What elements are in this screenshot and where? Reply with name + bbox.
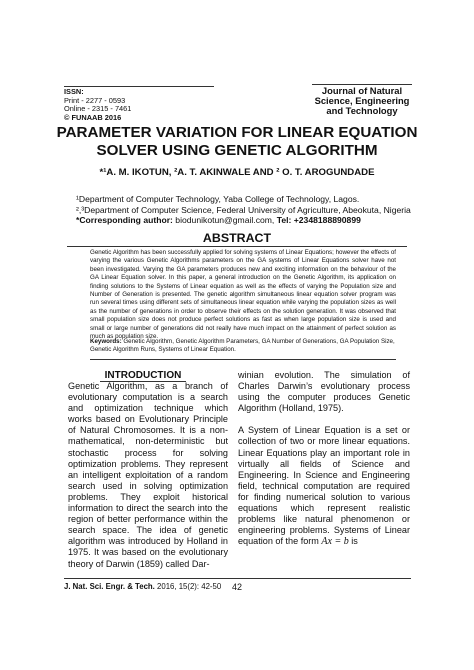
page-number: 42 [232,582,243,592]
copyright: © FUNAAB 2016 [64,112,122,122]
affiliation-1: ¹Department of Computer Technology, Yaba College of Technology, Lagos. [76,194,360,204]
right-column-paragraph-1: winian evolution. The simulation of Charles Darwin’s evolutionary process using the computer produces Genetic Algorithm (Holland, 1975). [238,370,410,414]
title-line-2: SOLVER USING GENETIC ALGORITHM [96,142,378,159]
corr-email[interactable]: biodunikotun@gmail.com, [172,215,275,226]
tel-value: +2348188890899 [291,215,361,226]
abstract-text: Genetic Algorithm has been successfully applied for solving systems of Linear Equations; however the effects of varying the various Genetic Algorithms parameters on the GA systems of Linear Equations solver have not been investigated. Varying the GA parameters produces new and exciting information on the behaviour of the GA Linear Equation solver. In this paper, a general introduction on the Genetic Algorithm, its application on finding solutions to the Systems of Linear equation as well as the effects of varying the Population size and Number of Generation is presented. The genetic algorithm simultaneous linear equation solver program was run several times using different sets of simultaneous linear equation while varying the population sizes as well as the number of generations in order to observe their effects on the solution generation. It was observed that small population size does not produce perfect solutions as fast as when large population size is used and small or large number of generations did not really have much impact on the attainment of perfect solution as much as population size. [90,249,396,341]
paper-title [50,124,424,160]
corr-label: *Corresponding author: [76,215,173,226]
introduction-heading: INTRODUCTION [104,370,182,381]
paragraph-gap [238,414,410,425]
footer-journal-ref: J. Nat. Sci. Engr. & Tech. [64,582,155,591]
keywords-text: Genetic Algorithm, Genetic Algorithm Parameters, GA Number of Generations, GA Population Size, Genetic Algorithm Runs, Systems of Linear Equation. [90,338,395,354]
issn-block [64,86,214,122]
abstract-rule [67,246,407,247]
issn-label: ISSN: [64,87,84,96]
journal-name-block [312,84,412,117]
journal-line-2: Science, Engineering [314,95,410,107]
online-issn: Online - 2315 - 7461 [64,104,132,114]
right-column-paragraph-2 [238,425,410,547]
print-issn: Print - 2277 - 0593 [64,95,126,105]
affiliation-2: ²,³Department of Computer Science, Federal University of Agriculture, Abeokuta, Nigeria [76,204,411,215]
right-column-tail: is [348,536,358,547]
authors: *¹A. M. IKOTUN, ²A. T. AKINWALE AND ² O. T. AROGUNDADE [99,167,375,178]
journal-line-1: Journal of Natural [321,85,403,96]
abstract-heading-block [50,231,424,247]
right-column-paragraph-2-text: A System of Linear Equation is a set or collection of two or more linear equations. Linear Equations play an important role in virtually all fields of Science and Engineering. In Science and Engineering field, technical computation are required for finding numerical solution to various equations which represent realistic problems like natural phenomenon or engineering problems. Systems of Linear equation of the form [238,425,410,547]
keywords [90,338,396,355]
left-column-text: Genetic Algorithm, as a branch of evolutionary computation is a search and optimization technique which works based on Evolutionary Principle of Natural Chromosomes. It is a non-mathematical, non-deterministic but stochastic process for solving optimization problems. They represent an intelligent exploitation of a random search used in solving optimization problems. They exploit historical information to direct the search into the region of better performance within the search space. The idea of genetic algorithm was introduced by Holland in 1975. It was based on the evolutionary theory of Darwin (1859) called Dar- [68,381,228,569]
right-column [238,370,410,547]
corresponding-author [76,215,416,226]
footer-rule [64,578,411,579]
footer-volume: 2016, 15(2): 42-50 [154,582,222,591]
journal-line-3: and Technology [326,105,398,117]
affiliations [76,194,416,226]
left-column [68,381,228,570]
issn-rule [64,86,214,87]
abstract-heading: ABSTRACT [202,231,272,245]
linear-equation-formula: Ax = b [321,536,349,548]
tel-label: Tel: [274,215,292,226]
title-line-1: PARAMETER VARIATION FOR LINEAR EQUATION [56,124,418,141]
keywords-label: Keywords: [90,338,122,345]
keywords-rule [90,359,396,360]
